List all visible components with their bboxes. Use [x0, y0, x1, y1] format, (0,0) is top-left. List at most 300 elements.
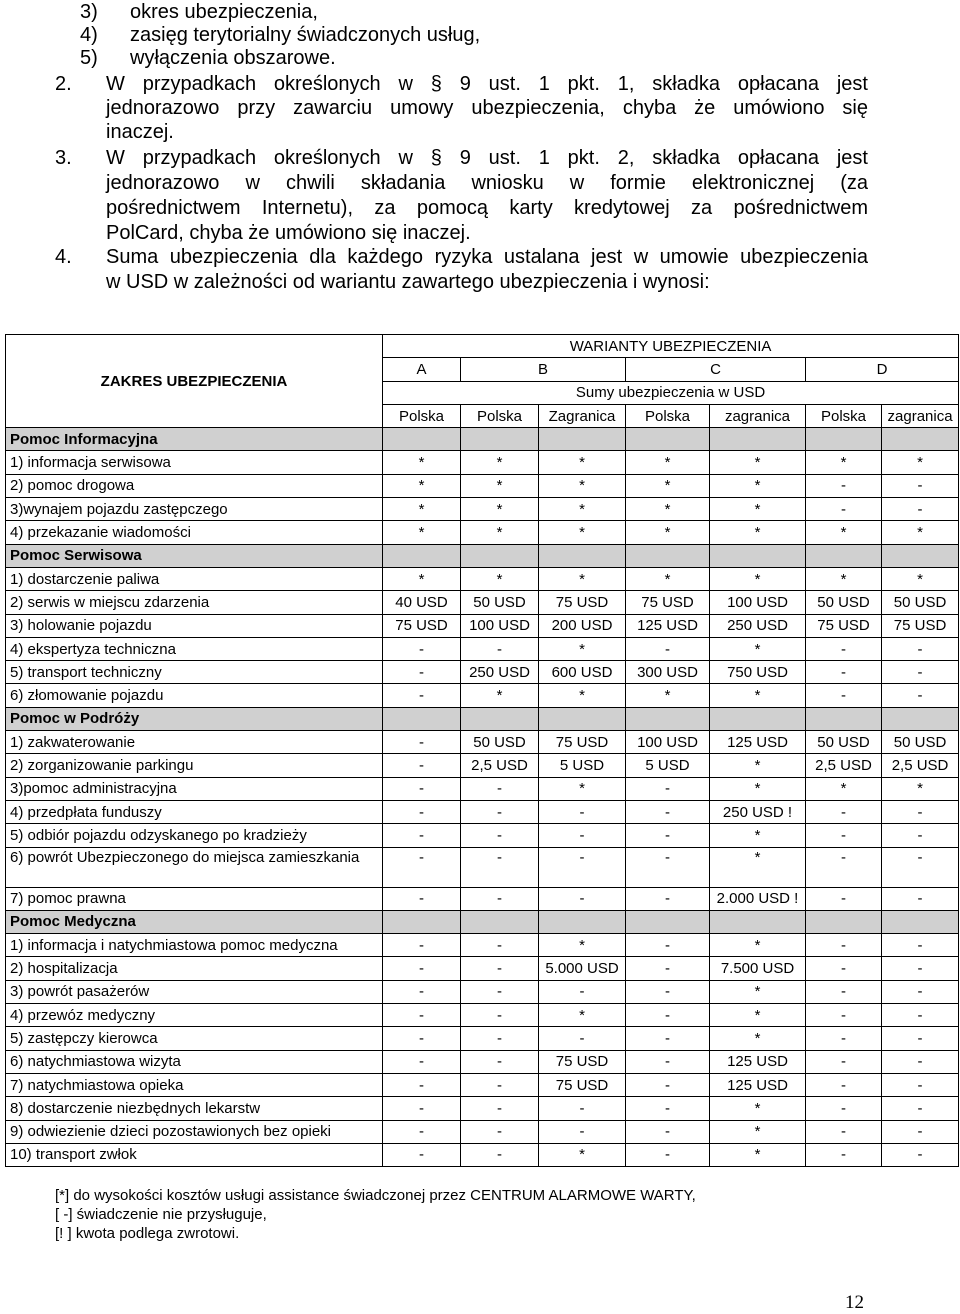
value-cell: 750 USD [710, 661, 806, 684]
value-cell: 50 USD [882, 731, 959, 754]
variant-b-header: B [461, 358, 626, 381]
service-label: 6) natychmiastowa wizyta [6, 1050, 383, 1073]
value-cell: - [806, 824, 882, 847]
category-label: Pomoc Informacyjna [6, 428, 383, 451]
value-cell: - [461, 934, 539, 957]
value-cell: * [710, 754, 806, 777]
category-empty-cell [882, 707, 959, 730]
value-cell: * [461, 684, 539, 707]
value-cell: - [626, 824, 710, 847]
value-cell: - [626, 980, 710, 1003]
value-cell: - [461, 1143, 539, 1166]
value-cell: * [710, 847, 806, 887]
value-cell: 75 USD [539, 1073, 626, 1096]
value-cell: * [626, 474, 710, 497]
value-cell: - [461, 1027, 539, 1050]
value-cell: * [710, 637, 806, 660]
value-cell: * [626, 521, 710, 544]
value-cell: - [383, 1120, 461, 1143]
sums-header: Sumy ubezpieczenia w USD [383, 381, 959, 404]
value-cell: 5 USD [626, 754, 710, 777]
category-empty-cell [539, 544, 626, 567]
table-row [6, 1050, 959, 1073]
category-empty-cell [806, 910, 882, 933]
value-cell: - [383, 800, 461, 823]
table-row [6, 1004, 959, 1027]
table-row [6, 957, 959, 980]
value-cell: * [539, 637, 626, 660]
service-label: 5) zastępczy kierowca [6, 1027, 383, 1050]
value-cell: - [626, 1143, 710, 1166]
category-label: Pomoc Serwisowa [6, 544, 383, 567]
table-row [6, 1120, 959, 1143]
value-cell: 75 USD [539, 591, 626, 614]
variant-d-header: D [806, 358, 959, 381]
value-cell: - [806, 498, 882, 521]
category-empty-cell [806, 707, 882, 730]
category-empty-cell [539, 428, 626, 451]
value-cell: - [882, 1143, 959, 1166]
table-row [6, 591, 959, 614]
value-cell: - [882, 661, 959, 684]
value-cell: 2,5 USD [806, 754, 882, 777]
category-label: Pomoc w Podróży [6, 707, 383, 730]
paragraph-line: Suma ubezpieczenia dla każdego ryzyka ustalana jest w umowie ubezpieczenia [106, 246, 868, 268]
value-cell: - [383, 957, 461, 980]
value-cell: * [710, 1097, 806, 1120]
value-cell: - [383, 1050, 461, 1073]
value-cell: - [806, 1120, 882, 1143]
value-cell: * [806, 451, 882, 474]
value-cell: * [710, 1120, 806, 1143]
table-row [6, 754, 959, 777]
value-cell: - [383, 1143, 461, 1166]
value-cell: - [383, 754, 461, 777]
value-cell: - [383, 777, 461, 800]
table-row [6, 521, 959, 544]
category-empty-cell [710, 910, 806, 933]
header-row-variants [6, 335, 959, 358]
service-label: 6) powrót Ubezpieczonego do miejsca zamieszkania [6, 847, 383, 887]
table-row [6, 1097, 959, 1120]
value-cell: * [710, 498, 806, 521]
category-empty-cell [710, 428, 806, 451]
paragraph-line: W przypadkach określonych w § 9 ust. 1 pkt. 1, składka opłacana jest [106, 73, 868, 95]
value-cell: - [626, 934, 710, 957]
value-cell: * [461, 521, 539, 544]
value-cell: - [539, 847, 626, 887]
value-cell: - [882, 1027, 959, 1050]
value-cell: * [461, 474, 539, 497]
value-cell: - [882, 1120, 959, 1143]
value-cell: * [806, 777, 882, 800]
value-cell: * [710, 980, 806, 1003]
value-cell: - [461, 847, 539, 887]
table-row [6, 934, 959, 957]
category-empty-cell [806, 544, 882, 567]
value-cell: 75 USD [539, 731, 626, 754]
table-row [6, 498, 959, 521]
service-label: 4) przedpłata funduszy [6, 800, 383, 823]
value-cell: * [539, 934, 626, 957]
value-cell: - [626, 1004, 710, 1027]
service-label: 2) serwis w miejscu zdarzenia [6, 591, 383, 614]
value-cell: 50 USD [882, 591, 959, 614]
value-cell: - [882, 800, 959, 823]
value-cell: - [806, 1073, 882, 1096]
table-row [6, 1143, 959, 1166]
value-cell: * [539, 684, 626, 707]
service-label: 2) zorganizowanie parkingu [6, 754, 383, 777]
table-row [6, 800, 959, 823]
paragraph-line: jednorazowo przy zawarciu umowy ubezpieczenia, chyba że umówiono się [106, 97, 868, 119]
paragraph-number: 4. [55, 246, 72, 268]
value-cell: - [539, 1120, 626, 1143]
value-cell: * [383, 498, 461, 521]
value-cell: 40 USD [383, 591, 461, 614]
value-cell: * [710, 1143, 806, 1166]
value-cell: - [461, 1004, 539, 1027]
value-cell: * [626, 451, 710, 474]
value-cell: * [539, 451, 626, 474]
value-cell: * [710, 474, 806, 497]
value-cell: - [806, 1027, 882, 1050]
region-header: Polska [383, 404, 461, 427]
service-label: 3) powrót pasażerów [6, 980, 383, 1003]
value-cell: 100 USD [461, 614, 539, 637]
value-cell: 125 USD [710, 731, 806, 754]
service-label: 10) transport zwłok [6, 1143, 383, 1166]
table-row [6, 777, 959, 800]
value-cell: - [383, 847, 461, 887]
value-cell: * [461, 451, 539, 474]
service-label: 7) natychmiastowa opieka [6, 1073, 383, 1096]
category-empty-cell [626, 544, 710, 567]
service-label: 3)pomoc administracyjna [6, 777, 383, 800]
value-cell: - [539, 980, 626, 1003]
category-empty-cell [383, 544, 461, 567]
table-row [6, 1027, 959, 1050]
category-empty-cell [383, 707, 461, 730]
region-header: zagranica [710, 404, 806, 427]
value-cell: - [383, 731, 461, 754]
value-cell: - [626, 637, 710, 660]
paragraph-line: PolCard, chyba że umówiono się inaczej. [106, 222, 471, 244]
value-cell: 75 USD [539, 1050, 626, 1073]
category-row [6, 544, 959, 567]
value-cell: * [461, 567, 539, 590]
service-label: 2) hospitalizacja [6, 957, 383, 980]
table-row [6, 887, 959, 910]
value-cell: 250 USD [461, 661, 539, 684]
value-cell: * [882, 567, 959, 590]
value-cell: 125 USD [710, 1073, 806, 1096]
value-cell: - [383, 637, 461, 660]
value-cell: - [539, 800, 626, 823]
value-cell: - [539, 824, 626, 847]
table-row [6, 451, 959, 474]
service-label: 5) odbiór pojazdu odzyskanego po kradzieży [6, 824, 383, 847]
value-cell: * [882, 451, 959, 474]
value-cell: - [882, 934, 959, 957]
table-row [6, 980, 959, 1003]
value-cell: 50 USD [461, 731, 539, 754]
category-empty-cell [539, 910, 626, 933]
service-label: 4) przewóz medyczny [6, 1004, 383, 1027]
value-cell: - [882, 1097, 959, 1120]
region-header: Polska [626, 404, 710, 427]
value-cell: - [882, 1004, 959, 1027]
list-item-text: zasięg terytorialny świadczonych usług, [130, 24, 481, 46]
value-cell: - [626, 847, 710, 887]
value-cell: - [461, 1050, 539, 1073]
value-cell: - [383, 824, 461, 847]
value-cell: - [461, 824, 539, 847]
service-label: 6) złomowanie pojazdu [6, 684, 383, 707]
value-cell: * [539, 521, 626, 544]
table-row [6, 474, 959, 497]
value-cell: - [806, 637, 882, 660]
category-empty-cell [539, 707, 626, 730]
value-cell: - [461, 887, 539, 910]
value-cell: * [539, 474, 626, 497]
value-cell: - [383, 1097, 461, 1120]
table-row [6, 637, 959, 660]
service-label: 9) odwiezienie dzieci pozostawionych bez opieki [6, 1120, 383, 1143]
category-empty-cell [383, 428, 461, 451]
value-cell: * [710, 567, 806, 590]
paragraph-line: inaczej. [106, 121, 174, 143]
service-label: 7) pomoc prawna [6, 887, 383, 910]
service-label: 5) transport techniczny [6, 661, 383, 684]
region-header: Zagranica [539, 404, 626, 427]
value-cell: - [626, 957, 710, 980]
service-label: 1) informacja serwisowa [6, 451, 383, 474]
value-cell: 50 USD [806, 731, 882, 754]
value-cell: - [383, 661, 461, 684]
value-cell: * [710, 684, 806, 707]
paragraph-line: pośrednictwem Internetu), za pomocą karty kredytowej za pośrednictwem [106, 197, 868, 219]
region-header: Polska [806, 404, 882, 427]
category-empty-cell [626, 707, 710, 730]
service-label: 1) informacja i natychmiastowa pomoc medyczna [6, 934, 383, 957]
value-cell: - [882, 498, 959, 521]
value-cell: - [882, 684, 959, 707]
value-cell: 50 USD [806, 591, 882, 614]
value-cell: 100 USD [626, 731, 710, 754]
value-cell: - [383, 934, 461, 957]
value-cell: 100 USD [710, 591, 806, 614]
value-cell: - [882, 847, 959, 887]
value-cell: * [710, 1004, 806, 1027]
value-cell: - [626, 1050, 710, 1073]
value-cell: * [882, 521, 959, 544]
value-cell: - [626, 1120, 710, 1143]
table-row [6, 824, 959, 847]
page-number: 12 [845, 1292, 864, 1313]
category-row [6, 707, 959, 730]
service-label: 4) przekazanie wiadomości [6, 521, 383, 544]
value-cell: - [806, 1050, 882, 1073]
table-row [6, 731, 959, 754]
value-cell: - [806, 847, 882, 887]
coverage-table [5, 334, 959, 1167]
legend-dash: [ -] świadczenie nie przysługuje, [55, 1206, 267, 1223]
category-label: Pomoc Medyczna [6, 910, 383, 933]
category-empty-cell [626, 428, 710, 451]
paragraph-line: w USD w zależności od wariantu zawartego ubezpieczenia i wynosi: [106, 271, 710, 293]
value-cell: - [461, 957, 539, 980]
category-empty-cell [383, 910, 461, 933]
table-row [6, 847, 959, 887]
value-cell: - [806, 661, 882, 684]
paragraph-number: 3. [55, 147, 72, 169]
value-cell: - [461, 637, 539, 660]
value-cell: - [626, 777, 710, 800]
value-cell: - [882, 474, 959, 497]
paragraph-line: jednorazowo w chwili składania wniosku w formie elektronicznej (za [106, 172, 868, 194]
value-cell: - [806, 1097, 882, 1120]
value-cell: * [710, 824, 806, 847]
category-empty-cell [882, 428, 959, 451]
value-cell: * [383, 567, 461, 590]
service-label: 3)wynajem pojazdu zastępczego [6, 498, 383, 521]
value-cell: 2,5 USD [461, 754, 539, 777]
value-cell: - [461, 800, 539, 823]
value-cell: - [882, 824, 959, 847]
value-cell: * [539, 777, 626, 800]
table-row [6, 1073, 959, 1096]
value-cell: * [383, 521, 461, 544]
value-cell: - [626, 1027, 710, 1050]
list-number: 4) [80, 24, 98, 46]
value-cell: * [539, 1143, 626, 1166]
value-cell: - [539, 1027, 626, 1050]
category-empty-cell [710, 707, 806, 730]
service-label: 1) zakwaterowanie [6, 731, 383, 754]
legend-exclamation: [! ] kwota podlega zwrotowi. [55, 1225, 240, 1242]
value-cell: 250 USD [710, 614, 806, 637]
list-number: 3) [80, 1, 98, 23]
value-cell: - [806, 1004, 882, 1027]
paragraph-number: 2. [55, 73, 72, 95]
value-cell: 200 USD [539, 614, 626, 637]
value-cell: - [539, 1097, 626, 1120]
value-cell: * [626, 498, 710, 521]
value-cell: * [710, 777, 806, 800]
value-cell: - [882, 637, 959, 660]
value-cell: * [539, 1004, 626, 1027]
scope-header: ZAKRES UBEZPIECZENIA [6, 335, 383, 428]
value-cell: * [806, 567, 882, 590]
value-cell: * [539, 567, 626, 590]
table-row [6, 661, 959, 684]
value-cell: - [539, 887, 626, 910]
value-cell: - [461, 777, 539, 800]
value-cell: * [710, 934, 806, 957]
value-cell: - [806, 887, 882, 910]
value-cell: - [806, 934, 882, 957]
value-cell: 2,5 USD [882, 754, 959, 777]
value-cell: 50 USD [461, 591, 539, 614]
value-cell: 250 USD ! [710, 800, 806, 823]
value-cell: - [626, 887, 710, 910]
value-cell: 75 USD [806, 614, 882, 637]
category-empty-cell [461, 707, 539, 730]
value-cell: * [383, 451, 461, 474]
value-cell: - [882, 957, 959, 980]
service-label: 4) ekspertyza techniczna [6, 637, 383, 660]
value-cell: * [383, 474, 461, 497]
legend-asterisk: [*] do wysokości kosztów usługi assistance świadczonej przez CENTRUM ALARMOWE WARTY, [55, 1187, 696, 1204]
value-cell: - [882, 1073, 959, 1096]
value-cell: - [383, 887, 461, 910]
table-row [6, 684, 959, 707]
variant-a-header: A [383, 358, 461, 381]
service-label: 2) pomoc drogowa [6, 474, 383, 497]
value-cell: - [461, 1120, 539, 1143]
value-cell: - [383, 684, 461, 707]
value-cell: - [383, 980, 461, 1003]
value-cell: - [461, 980, 539, 1003]
value-cell: - [882, 887, 959, 910]
service-label: 3) holowanie pojazdu [6, 614, 383, 637]
category-empty-cell [882, 544, 959, 567]
value-cell: * [539, 498, 626, 521]
list-item-text: wyłączenia obszarowe. [130, 47, 336, 69]
value-cell: - [626, 1097, 710, 1120]
value-cell: 125 USD [710, 1050, 806, 1073]
service-label: 8) dostarczenie niezbędnych lekarstw [6, 1097, 383, 1120]
legend [55, 1186, 696, 1243]
value-cell: - [806, 1143, 882, 1166]
value-cell: * [461, 498, 539, 521]
value-cell: 2.000 USD ! [710, 887, 806, 910]
category-empty-cell [461, 910, 539, 933]
region-header: zagranica [882, 404, 959, 427]
value-cell: 600 USD [539, 661, 626, 684]
value-cell: - [806, 474, 882, 497]
value-cell: - [806, 684, 882, 707]
value-cell: - [882, 980, 959, 1003]
category-empty-cell [626, 910, 710, 933]
value-cell: - [383, 1004, 461, 1027]
value-cell: * [806, 521, 882, 544]
variants-header: WARIANTY UBEZPIECZENIA [383, 335, 959, 358]
value-cell: 7.500 USD [710, 957, 806, 980]
value-cell: 5.000 USD [539, 957, 626, 980]
category-empty-cell [806, 428, 882, 451]
category-empty-cell [461, 544, 539, 567]
list-number: 5) [80, 47, 98, 69]
value-cell: - [383, 1027, 461, 1050]
value-cell: * [710, 1027, 806, 1050]
value-cell: 75 USD [626, 591, 710, 614]
list-item-text: okres ubezpieczenia, [130, 1, 318, 23]
value-cell: * [710, 451, 806, 474]
category-row [6, 910, 959, 933]
value-cell: - [806, 980, 882, 1003]
value-cell: * [710, 521, 806, 544]
value-cell: - [806, 957, 882, 980]
value-cell: - [806, 800, 882, 823]
category-empty-cell [882, 910, 959, 933]
value-cell: 300 USD [626, 661, 710, 684]
service-label: 1) dostarczenie paliwa [6, 567, 383, 590]
value-cell: - [626, 800, 710, 823]
value-cell: - [461, 1073, 539, 1096]
variant-c-header: C [626, 358, 806, 381]
